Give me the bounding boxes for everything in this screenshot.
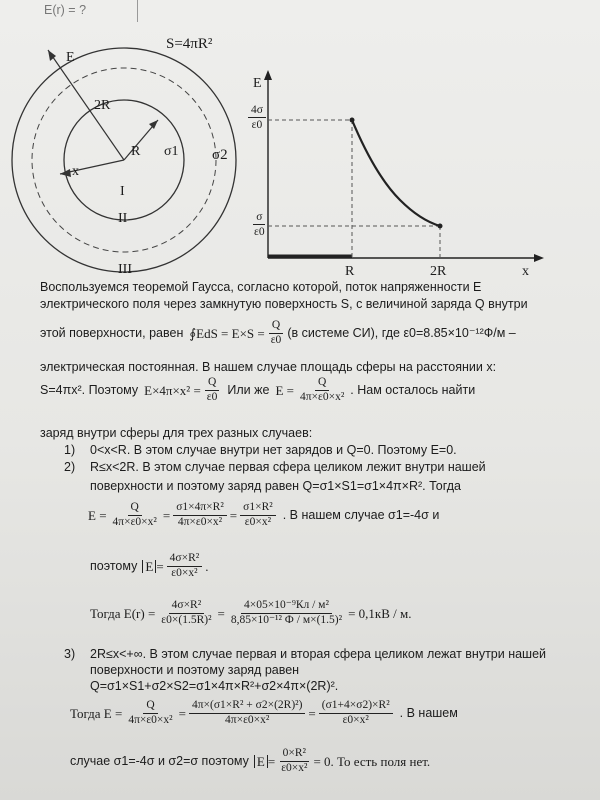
region-ii-label: II <box>118 211 128 226</box>
case3-equation: Тогда E = $\frac{Q}{\text{4π×ε0×x²}}$ = $\frac{\text{4π×(σ1×R² + σ2×(2R)²)}}{\text{4π×ε0×x²}}$ = $\frac{\text{(σ1+4×σ2)×R²}}{\text{ε0×x²}}$ . В нашем <box>70 699 458 726</box>
graph-y-low-den: ε0 <box>254 226 265 238</box>
case2-den4: ε0×(1.5R)² <box>161 613 212 626</box>
graph-tick-r: R <box>345 264 355 279</box>
region-iii-label: III <box>118 262 132 277</box>
case3-last-end: = 0. То есть поля нет. <box>313 753 431 769</box>
p1-line2: электрического поля через замкнутую поверхность S, с величиной заряда Q внутри <box>40 297 528 311</box>
case2-num2: σ1×R² <box>240 502 276 516</box>
area-formula: S=4πR² <box>166 36 213 52</box>
p1-line5-middle: Или же <box>227 382 270 397</box>
case3-last-start: случае σ1=-4σ и σ2=σ поэтому <box>70 753 249 768</box>
case3-num1: 4π×(σ1×R² + σ2×(2R)²) <box>189 700 305 714</box>
case3-abs-e: E <box>254 755 268 768</box>
p1-q: Q <box>269 320 283 334</box>
case3-den3: ε0×x² <box>281 761 308 774</box>
p1-line5-formula: E×4π×x² = <box>144 382 201 398</box>
case2-den3: ε0×x² <box>171 566 198 579</box>
diagram-label-sigma1: σ1 <box>164 144 179 159</box>
case2-q: Q <box>128 502 142 516</box>
case3-line3: Q=σ1×S1+σ2×S2=σ1×4π×R²+σ2×4π×(2R)². <box>90 679 339 693</box>
case2-text: . В нашем случае σ1=-4σ и <box>282 507 440 522</box>
case2-abs-line: поэтому E = $\frac{\text{4σ×R²}}{\text{ε0×x²}}$ . <box>90 552 209 579</box>
case3-num2: (σ1+4×σ2)×R² <box>319 700 393 714</box>
diagram-label-sigma2: σ2 <box>212 147 228 163</box>
p1-line3 <box>40 320 516 346</box>
graph-y-top-label <box>245 104 269 131</box>
case1-text: 0<x<R. В этом случае внутри нет зарядов и Q=0. Поэтому E=0. <box>90 443 457 457</box>
p1-line5-eps0: ε0 <box>206 390 218 403</box>
gauss-integral: ∮EdS = E×S = <box>189 325 265 341</box>
graph-top-point <box>350 118 355 123</box>
p1-line5-q: Q <box>205 377 219 391</box>
p1-line6: заряд внутри сферы для трех разных случаев: <box>40 426 313 440</box>
graph-decay-curve <box>352 120 440 226</box>
case2-den2: ε0×x² <box>244 515 272 528</box>
case2-num1: σ1×4π×R² <box>173 502 227 516</box>
graph-label-e: E <box>253 76 262 91</box>
case2-den1b: 4π×ε0×x² <box>177 515 223 528</box>
case3-line1: 2R≤x<+∞. В этом случае первая и вторая сфера целиком лежат внутри нашей <box>90 647 547 661</box>
graph-y-low-num: σ <box>253 211 265 225</box>
case3-q: Q <box>143 700 157 714</box>
graph-x-arrow <box>534 254 544 262</box>
case2-den1: 4π×ε0×x² <box>112 515 157 528</box>
graph-y-arrow <box>264 70 272 80</box>
case1-number: 1) <box>64 443 76 457</box>
graph-tick-2r: 2R <box>430 264 447 279</box>
case2-abs-e: E <box>142 560 156 573</box>
case3-den1: 4π×ε0×x² <box>225 713 270 726</box>
diagram-label-2r: 2R <box>94 98 111 113</box>
case3-den2: ε0×x² <box>342 713 369 726</box>
field-graph <box>0 0 600 280</box>
case2-num5: 4×05×10⁻⁹Кл / м² <box>241 600 332 614</box>
diagram-label-x: x <box>72 164 79 179</box>
case2-then: Тогда E(r) = <box>90 605 156 621</box>
p1-line5-q2: Q <box>315 377 329 391</box>
case2-line2: поверхности и поэтому заряд равен Q=σ1×S1=σ1×4π×R². Тогда <box>90 479 461 493</box>
case2-equation: E = $\frac{Q}{\text{4π×ε0×x²}}$ = $\frac{\text{σ1×4π×R²}}{\text{4π×ε0×x²}}$ = $\frac{\text{σ1×R²}}{\text{ε0×x²}}$ . В нашем случае σ1=-4σ и <box>88 501 440 528</box>
p1-line3-start: этой поверхности, равен <box>40 325 184 340</box>
graph-y-low-label <box>248 211 271 238</box>
header-question: E(r) = ? <box>44 3 87 17</box>
graph-low-point <box>438 224 443 229</box>
case3-last-line: случае σ1=-4σ и σ2=σ поэтому E = $\frac{\text{0×R²}}{\text{ε0×x²}}$ = 0. То есть поля нет. <box>70 747 431 774</box>
diagram-label-e: E <box>66 50 75 65</box>
p1-line5-end: . Нам осталось найти <box>350 382 476 397</box>
case3-then: Тогда E = <box>70 705 123 721</box>
case2-num4: 4σ×R² <box>169 600 205 614</box>
case3-num3: 0×R² <box>280 748 309 762</box>
p1-eps0: ε0 <box>270 333 282 346</box>
case2-num3: 4σ×R² <box>167 553 203 567</box>
case2-line1: R≤x<2R. В этом случае первая сфера целиком лежит внутри нашей <box>90 460 486 474</box>
p1-line5-e: E = <box>275 382 294 398</box>
graph-y-top-den: ε0 <box>251 119 263 131</box>
case3-number: 3) <box>64 647 76 661</box>
case3-den0: 4π×ε0×x² <box>128 713 173 726</box>
p1-line5-den: 4π×ε0×x² <box>299 390 345 403</box>
case2-so: поэтому <box>90 558 138 573</box>
graph-y-top-num: 4σ <box>248 104 266 118</box>
case3-text: . В нашем <box>399 705 458 720</box>
case2-den5: 8,85×10⁻¹² Ф / м×(1.5)² <box>230 613 343 626</box>
diagram-label-r: R <box>131 144 141 159</box>
case2-numeric: Тогда E(r) = $\frac{\text{4σ×R²}}{\text{ε0×(1.5R)²}}$ = $\frac{\text{4×05×10⁻⁹Кл / м²}}{\text{8,85×10⁻¹² Ф / м×(1.5)²}}$ = 0,1кВ / м. <box>90 599 412 626</box>
graph-label-x: x <box>522 264 529 279</box>
p1-line5-start: S=4πx². Поэтому <box>40 382 139 397</box>
case2-result: = 0,1кВ / м. <box>348 605 412 621</box>
case2-number: 2) <box>64 460 76 474</box>
case2-e: E = <box>88 507 107 523</box>
p1-line5 <box>40 377 475 403</box>
p1-line1: Воспользуемся теоремой Гаусса, согласно которой, поток напряженности Е <box>40 280 482 294</box>
case3-line2: поверхности и поэтому заряд равен <box>90 663 300 677</box>
region-i-label: I <box>120 184 125 199</box>
p1-line4: электрическая постоянная. В нашем случае площадь сферы на расстоянии x: <box>40 360 497 374</box>
p1-line3-end: (в системе СИ), где ε0=8.85×10⁻¹²Ф/м – <box>287 325 516 340</box>
